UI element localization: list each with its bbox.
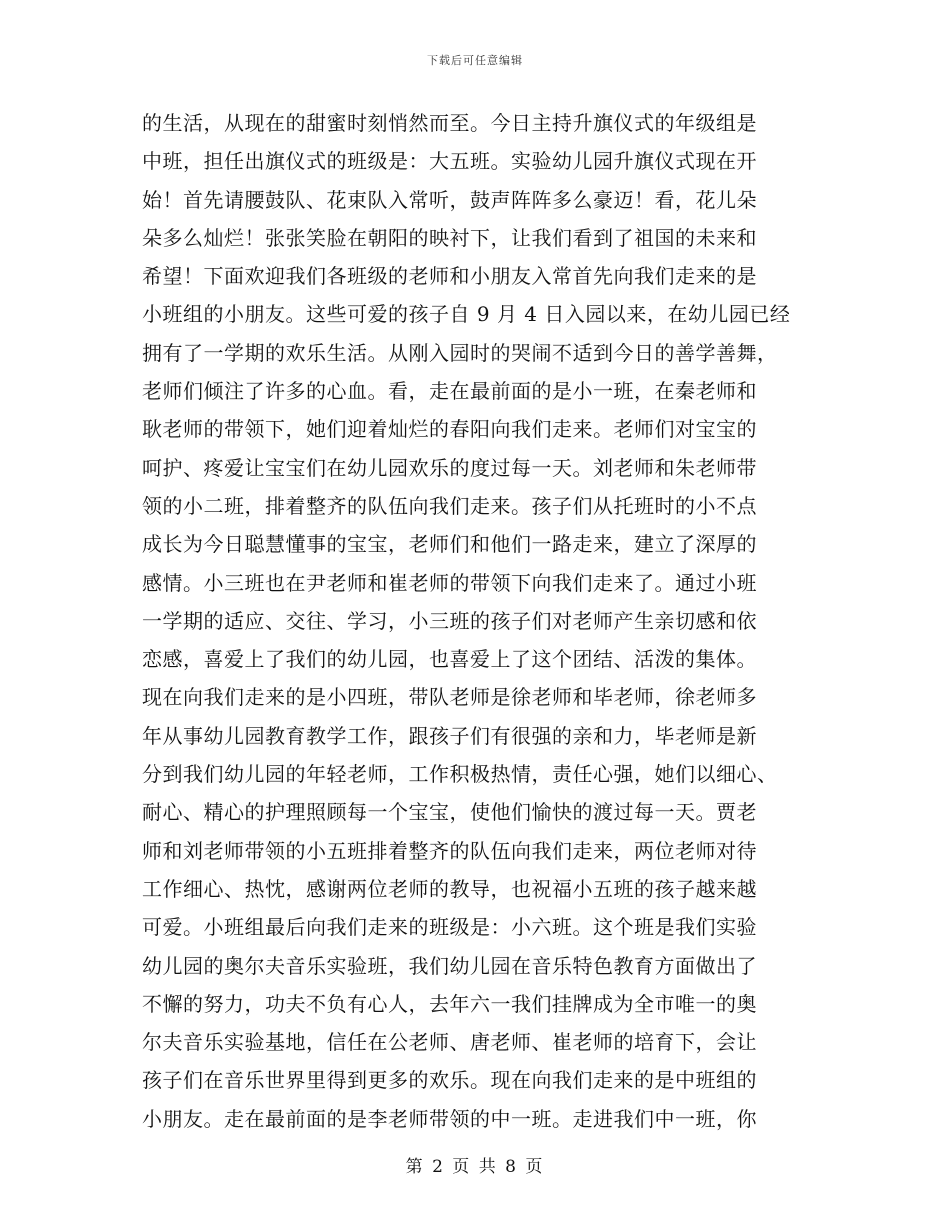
text-line: 小班组的小朋友。这些可爱的孩子自 9 月 4 日入园以来，在幼儿园已经 <box>142 302 791 327</box>
text-line: 恋感，喜爱上了我们的幼儿园，也喜爱上了这个团结、活泼的集体。 <box>142 647 757 672</box>
text-line: 不懈的努力，功夫不负有心人，去年六一我们挂牌成为全市唯一的奥 <box>142 991 757 1016</box>
text-line: 尔夫音乐实验基地，信任在公老师、唐老师、崔老师的培育下，会让 <box>142 1030 757 1055</box>
text-line: 呵护、疼爱让宝宝们在幼儿园欢乐的度过每一天。刘老师和朱老师带 <box>142 455 757 480</box>
text-line: 成长为今日聪慧懂事的宝宝，老师们和他们一路走来，建立了深厚的 <box>142 532 757 557</box>
text-line: 耿老师的带领下，她们迎着灿烂的春阳向我们走来。老师们对宝宝的 <box>142 417 757 442</box>
text-line: 老师们倾注了许多的心血。看，走在最前面的是小一班，在秦老师和 <box>142 379 757 404</box>
text-line: 感情。小三班也在尹老师和崔老师的带领下向我们走来了。通过小班 <box>142 570 757 595</box>
text-line: 分到我们幼儿园的年轻老师，工作积极热情，责任心强，她们以细心、 <box>142 762 778 787</box>
page-header: 下载后可任意编辑 <box>427 54 523 67</box>
text-line: 小朋友。走在最前面的是李老师带领的中一班。走进我们中一班，你 <box>142 1106 757 1131</box>
text-line: 的生活，从现在的甜蜜时刻悄然而至。今日主持升旗仪式的年级组是 <box>142 111 757 135</box>
text-line: 领的小二班，排着整齐的队伍向我们走来。孩子们从托班时的小不点 <box>142 493 757 518</box>
text-line: 幼儿园的奥尔夫音乐实验班，我们幼儿园在音乐特色教育方面做出了 <box>142 953 757 978</box>
text-line: 中班，担任出旗仪式的班级是：大五班。实验幼儿园升旗仪式现在开 <box>142 149 757 174</box>
text-line: 工作细心、热忱，感谢两位老师的教导，也祝福小五班的孩子越来越 <box>142 876 757 901</box>
text-line: 可爱。小班组最后向我们走来的班级是：小六班。这个班是我们实验 <box>142 915 757 940</box>
text-line: 希望！下面欢迎我们各班级的老师和小朋友入常首先向我们走来的是 <box>142 264 757 289</box>
body-text <box>142 104 814 1138</box>
text-line: 拥有了一学期的欢乐生活。从刚入园时的哭闹不适到今日的善学善舞， <box>142 340 778 365</box>
text-line: 朵多么灿烂！张张笑脸在朝阳的映衬下，让我们看到了祖国的未来和 <box>142 225 757 250</box>
text-line: 耐心、精心的护理照顾每一个宝宝，使他们愉快的渡过每一天。贾老 <box>142 800 757 825</box>
text-line: 现在向我们走来的是小四班，带队老师是徐老师和毕老师，徐老师多 <box>142 685 757 710</box>
text-line: 年从事幼儿园教育教学工作，跟孩子们有很强的亲和力，毕老师是新 <box>142 723 757 748</box>
text-line: 孩子们在音乐世界里得到更多的欢乐。现在向我们走来的是中班组的 <box>142 1068 757 1093</box>
page-number: 第 2 页 共 8 页 <box>405 1157 545 1177</box>
text-line: 始！首先请腰鼓队、花束队入常听，鼓声阵阵多么豪迈！看，花儿朵 <box>142 187 757 212</box>
text-line: 一学期的适应、交往、学习，小三班的孩子们对老师产生亲切感和依 <box>142 608 757 633</box>
text-line: 师和刘老师带领的小五班排着整齐的队伍向我们走来，两位老师对待 <box>142 838 757 863</box>
